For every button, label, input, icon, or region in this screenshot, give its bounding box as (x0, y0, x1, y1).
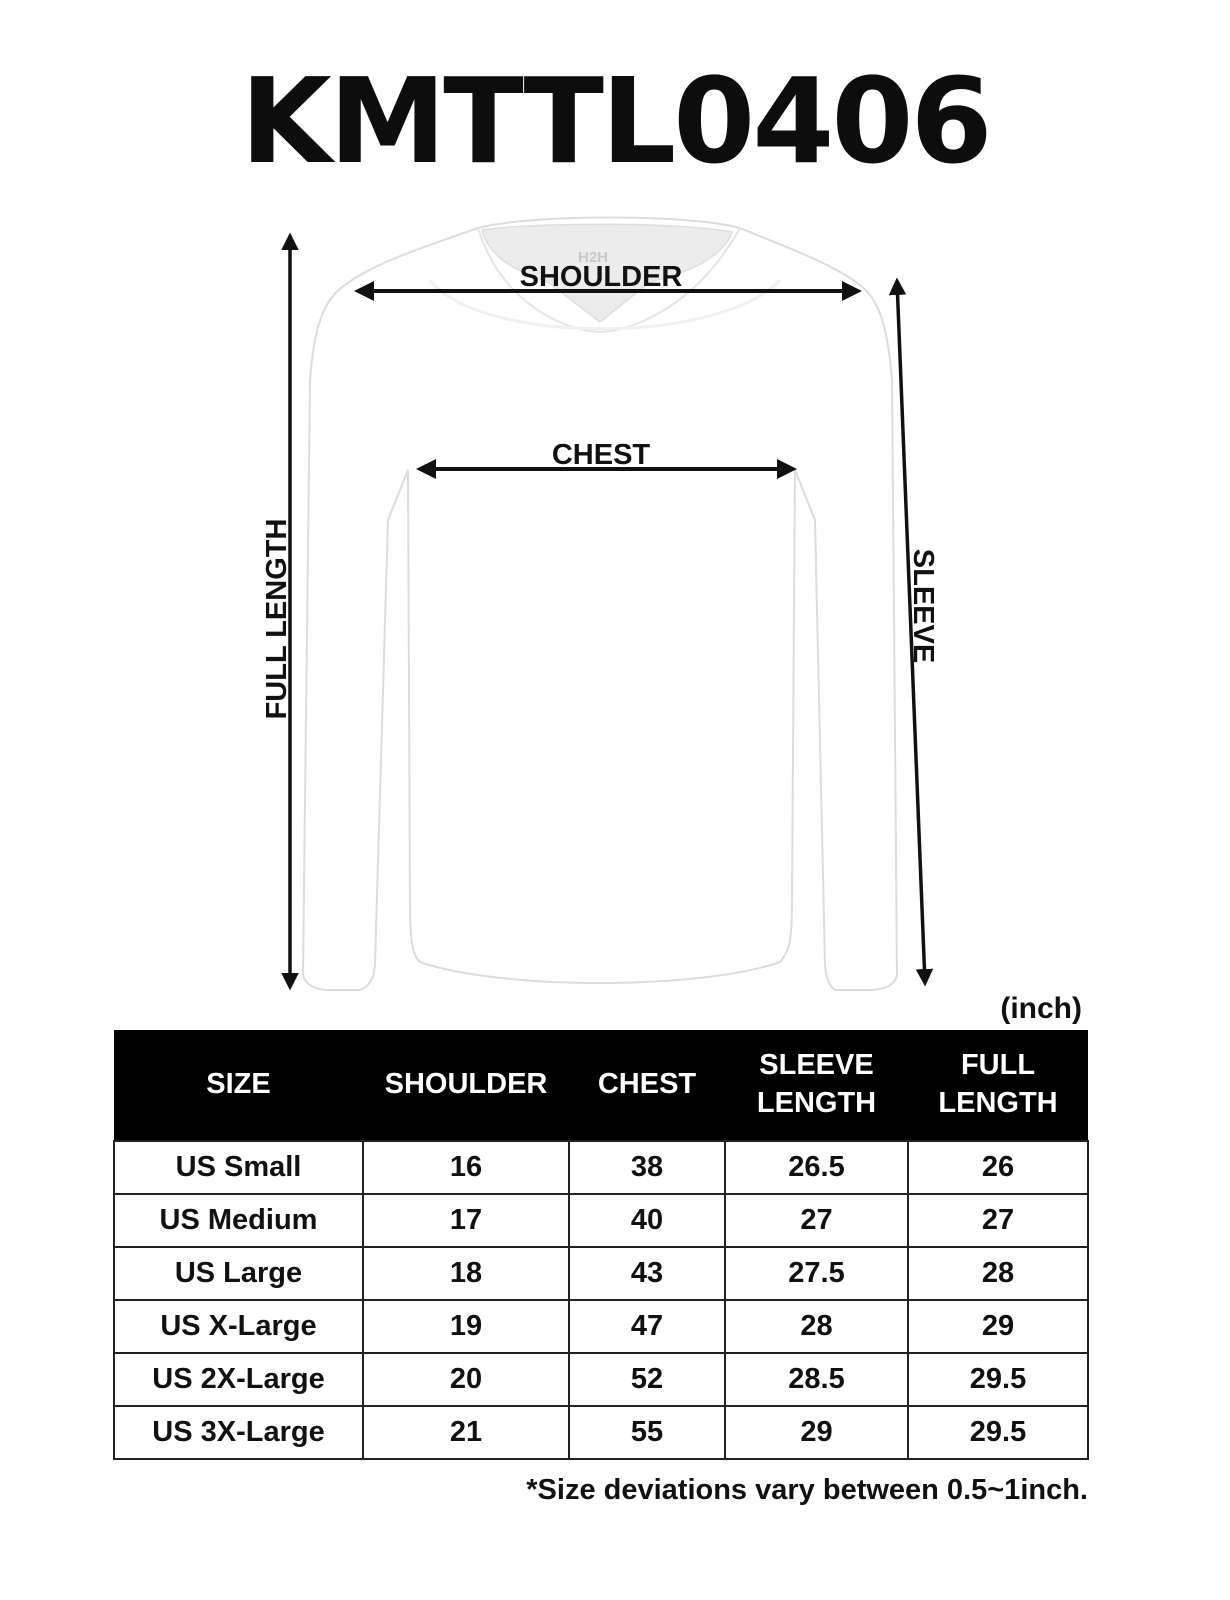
cell-shoulder: 18 (363, 1247, 569, 1300)
cell-chest: 47 (569, 1300, 725, 1353)
cell-shoulder: 16 (363, 1141, 569, 1194)
sleeve-label: SLEEVE (907, 548, 939, 664)
cell-full: 29.5 (908, 1406, 1088, 1459)
table-row (114, 1353, 1088, 1406)
header-sleeve-length: SLEEVE LENGTH (725, 1030, 908, 1141)
neck-tag-logo: H2H (578, 249, 609, 266)
cell-sleeve: 29 (725, 1406, 908, 1459)
cell-chest: 55 (569, 1406, 725, 1459)
unit-label: (inch) (1000, 992, 1082, 1025)
table-row (114, 1194, 1088, 1247)
cell-chest: 43 (569, 1247, 725, 1300)
cell-chest: 40 (569, 1194, 725, 1247)
shirt-illustration (303, 218, 897, 991)
cell-size: US Small (114, 1141, 363, 1194)
cell-full: 26 (908, 1141, 1088, 1194)
header-size: SIZE (114, 1030, 363, 1141)
product-code-title: KMTTL0406 (240, 52, 990, 190)
cell-sleeve: 28.5 (725, 1353, 908, 1406)
shoulder-label: SHOULDER (519, 261, 683, 293)
table-header-row (114, 1030, 1088, 1141)
full-length-label: FULL LENGTH (261, 518, 293, 720)
cell-shoulder: 20 (363, 1353, 569, 1406)
cell-size: US Large (114, 1247, 363, 1300)
cell-size: US X-Large (114, 1300, 363, 1353)
chest-label: CHEST (551, 439, 651, 471)
cell-size: US 3X-Large (114, 1406, 363, 1459)
cell-shoulder: 19 (363, 1300, 569, 1353)
header-chest: CHEST (569, 1030, 725, 1141)
cell-size: US Medium (114, 1194, 363, 1247)
cell-chest: 52 (569, 1353, 725, 1406)
shirt-body (303, 218, 897, 991)
cell-size: US 2X-Large (114, 1353, 363, 1406)
table-row (114, 1406, 1088, 1459)
cell-full: 29 (908, 1300, 1088, 1353)
cell-full: 27 (908, 1194, 1088, 1247)
cell-shoulder: 17 (363, 1194, 569, 1247)
cell-sleeve: 26.5 (725, 1141, 908, 1194)
table-row (114, 1141, 1088, 1194)
cell-shoulder: 21 (363, 1406, 569, 1459)
cell-chest: 38 (569, 1141, 725, 1194)
cell-full: 28 (908, 1247, 1088, 1300)
size-deviation-note: *Size deviations vary between 0.5~1inch. (526, 1474, 1088, 1506)
size-chart-table (113, 1030, 1089, 1460)
header-shoulder: SHOULDER (363, 1030, 569, 1141)
cell-sleeve: 27.5 (725, 1247, 908, 1300)
table-row (114, 1300, 1088, 1353)
table-row (114, 1247, 1088, 1300)
cell-sleeve: 28 (725, 1300, 908, 1353)
cell-sleeve: 27 (725, 1194, 908, 1247)
cell-full: 29.5 (908, 1353, 1088, 1406)
header-full-length: FULL LENGTH (908, 1030, 1088, 1141)
